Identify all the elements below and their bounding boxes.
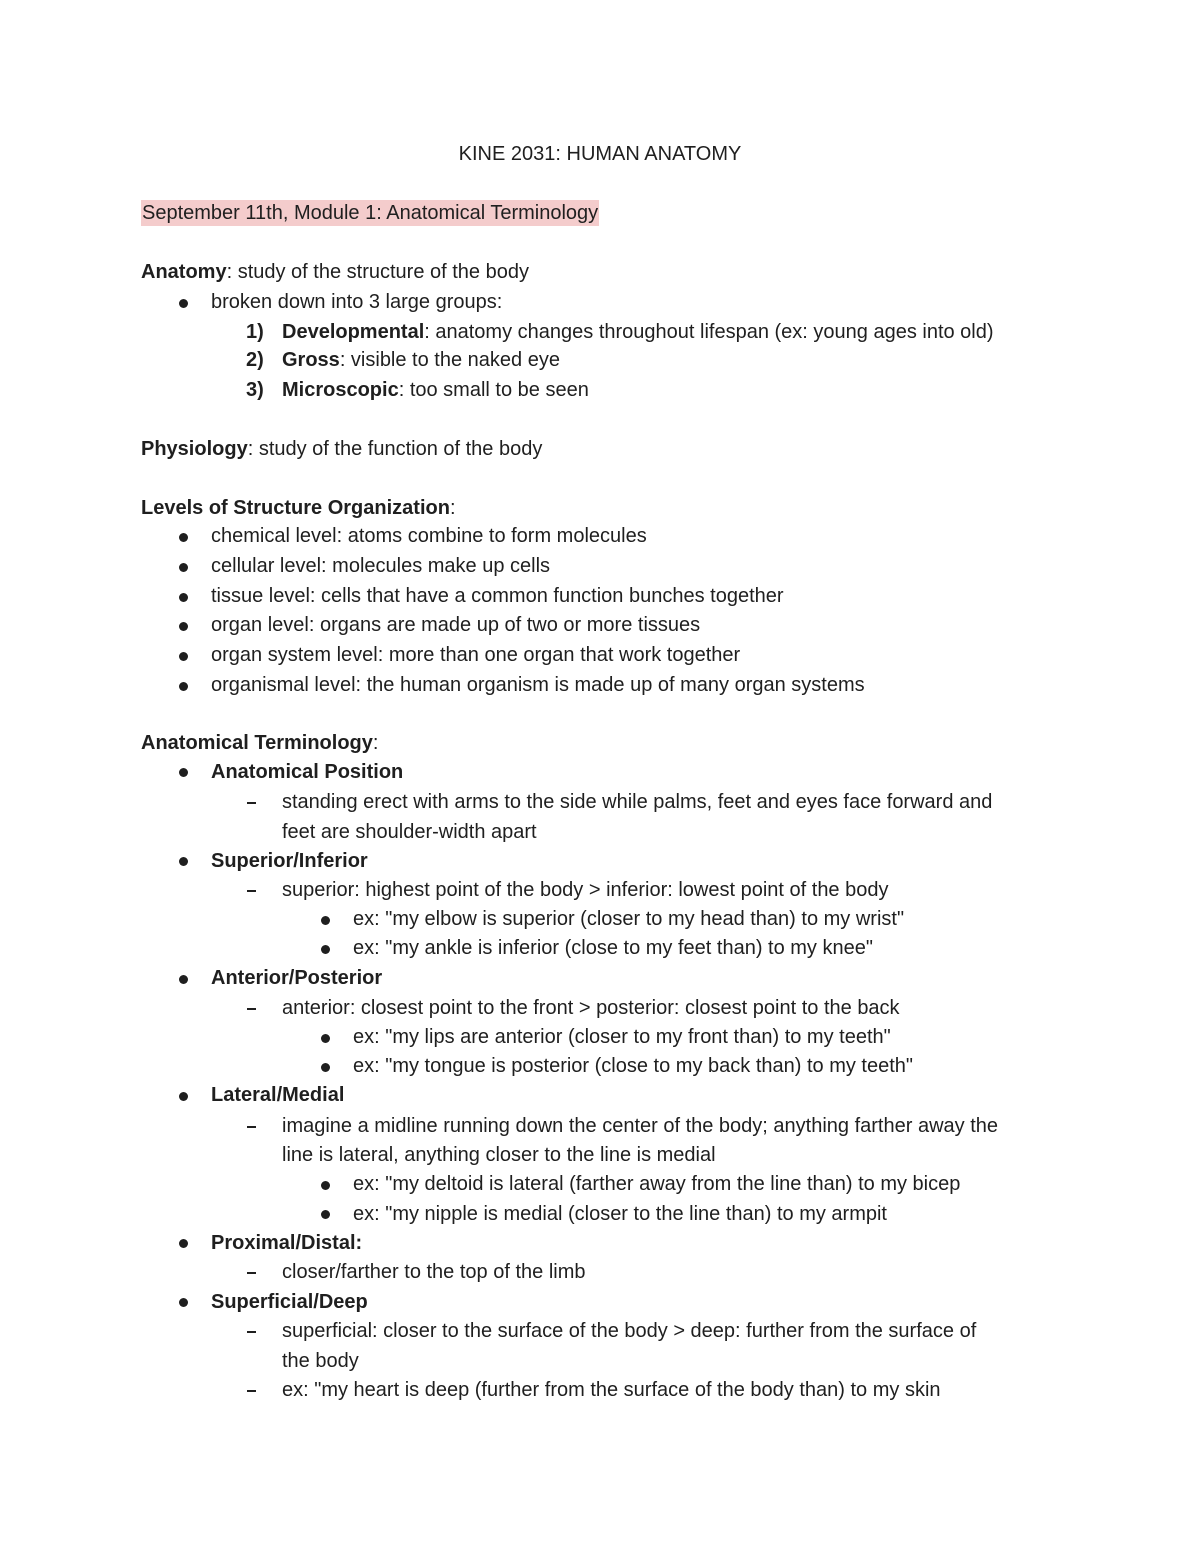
anatomy-group-2 xyxy=(246,348,264,372)
list-item: chemical level: atoms combine to form molecules xyxy=(211,525,647,547)
term-line: line is lateral, anything closer to the line is medial xyxy=(282,1144,716,1166)
term-line: closer/farther to the top of the limb xyxy=(282,1261,586,1283)
list-item: organ level: organs are made up of two or more tissues xyxy=(211,614,701,636)
term-example: ex: "my elbow is superior (closer to my head than) to my wrist" xyxy=(353,908,905,930)
dash-icon xyxy=(247,802,256,804)
term-example: ex: "my nipple is medial (closer to the line than) to my armpit xyxy=(353,1203,887,1225)
group-def: : visible to the naked eye xyxy=(339,349,560,371)
bullet-icon xyxy=(179,622,188,631)
term-title xyxy=(211,1231,362,1255)
group-number: 2) xyxy=(246,349,264,371)
bullet-icon xyxy=(179,975,188,984)
document-title: KINE 2031: HUMAN ANATOMY xyxy=(458,143,742,165)
term-line: superior: highest point of the body > inferior: lowest point of the body xyxy=(282,879,889,901)
levels-heading-colon: : xyxy=(449,497,456,519)
bullet-icon xyxy=(179,299,188,308)
bullet-icon xyxy=(179,682,188,691)
anatomy-group-3-text xyxy=(282,378,589,402)
anatomy-group-1-text xyxy=(282,320,994,344)
term-title-text: Superficial/Deep xyxy=(211,1291,368,1313)
term-line: feet are shoulder-width apart xyxy=(282,821,537,843)
anatomy-group-1 xyxy=(246,320,264,344)
anatomy-def: : study of the structure of the body xyxy=(226,261,529,283)
term-line: anterior: closest point to the front > posterior: closest point to the back xyxy=(282,997,900,1019)
bullet-icon xyxy=(179,563,188,572)
bullet-icon xyxy=(179,593,188,602)
dash-icon xyxy=(247,1390,256,1392)
module-heading-highlight: September 11th, Module 1: Anatomical Terminology xyxy=(142,202,599,224)
group-term: Microscopic xyxy=(282,379,399,401)
bullet-icon xyxy=(179,652,188,661)
group-number: 3) xyxy=(246,379,264,401)
anatomy-term: Anatomy xyxy=(141,261,227,283)
list-item: cellular level: molecules make up cells xyxy=(211,555,551,577)
term-title-text: Anterior/Posterior xyxy=(211,967,383,989)
term-title-text: Proximal/Distal: xyxy=(211,1232,363,1254)
levels-heading xyxy=(141,496,456,520)
term-line: standing erect with arms to the side while palms, feet and eyes face forward and xyxy=(282,791,993,813)
group-term: Gross xyxy=(282,349,340,371)
term-title xyxy=(211,1083,344,1107)
list-item: tissue level: cells that have a common function bunches together xyxy=(211,585,784,607)
terminology-heading-text: Anatomical Terminology xyxy=(141,732,373,754)
bullet-icon xyxy=(321,1034,330,1043)
bullet-icon xyxy=(179,1092,188,1101)
anatomy-group-2-text xyxy=(282,348,560,372)
bullet-icon xyxy=(321,1210,330,1219)
dash-icon xyxy=(247,1331,256,1333)
term-title-text: Lateral/Medial xyxy=(211,1084,345,1106)
dash-icon xyxy=(247,1008,256,1010)
bullet-icon xyxy=(321,1063,330,1072)
term-title xyxy=(211,760,403,784)
term-title xyxy=(211,1290,368,1314)
term-example: ex: "my tongue is posterior (close to my back than) to my teeth" xyxy=(353,1055,913,1077)
term-example: ex: "my deltoid is lateral (farther away from the line than) to my bicep xyxy=(353,1173,961,1195)
group-term: Developmental xyxy=(282,321,425,343)
bullet-icon xyxy=(321,916,330,925)
group-def: : anatomy changes throughout lifespan (ex: young ages into old) xyxy=(424,321,994,343)
term-example: ex: "my ankle is inferior (close to my feet than) to my knee" xyxy=(353,937,873,959)
anatomy-definition xyxy=(141,260,529,284)
term-line: superficial: closer to the surface of the body > deep: further from the surface of xyxy=(282,1320,977,1342)
term-title xyxy=(211,849,368,873)
term-line: the body xyxy=(282,1350,359,1372)
dash-icon xyxy=(247,1126,256,1128)
anatomy-bullet: broken down into 3 large groups: xyxy=(211,291,503,313)
terminology-heading xyxy=(141,731,378,755)
levels-heading-text: Levels of Structure Organization xyxy=(141,497,450,519)
terminology-heading-colon: : xyxy=(372,732,379,754)
bullet-icon xyxy=(179,768,188,777)
term-line: imagine a midline running down the center of the body; anything farther away the xyxy=(282,1115,998,1137)
term-title xyxy=(211,966,382,990)
module-heading xyxy=(141,201,599,225)
physiology-def: : study of the function of the body xyxy=(247,438,543,460)
dash-icon xyxy=(247,1272,256,1274)
bullet-icon xyxy=(321,1181,330,1190)
bullet-icon xyxy=(179,857,188,866)
dash-icon xyxy=(247,890,256,892)
bullet-icon xyxy=(179,1239,188,1248)
term-example: ex: "my lips are anterior (closer to my front than) to my teeth" xyxy=(353,1026,891,1048)
list-item: organ system level: more than one organ that work together xyxy=(211,644,741,666)
bullet-icon xyxy=(179,1298,188,1307)
anatomy-group-3 xyxy=(246,378,264,402)
group-def: : too small to be seen xyxy=(398,379,589,401)
bullet-icon xyxy=(179,533,188,542)
term-title-text: Anatomical Position xyxy=(211,761,404,783)
bullet-icon xyxy=(321,945,330,954)
term-title-text: Superior/Inferior xyxy=(211,850,368,872)
physiology-definition xyxy=(141,437,542,461)
physiology-term: Physiology xyxy=(141,438,248,460)
term-line: ex: "my heart is deep (further from the surface of the body than) to my skin xyxy=(282,1379,941,1401)
group-number: 1) xyxy=(246,321,264,343)
list-item: organismal level: the human organism is made up of many organ systems xyxy=(211,674,865,696)
